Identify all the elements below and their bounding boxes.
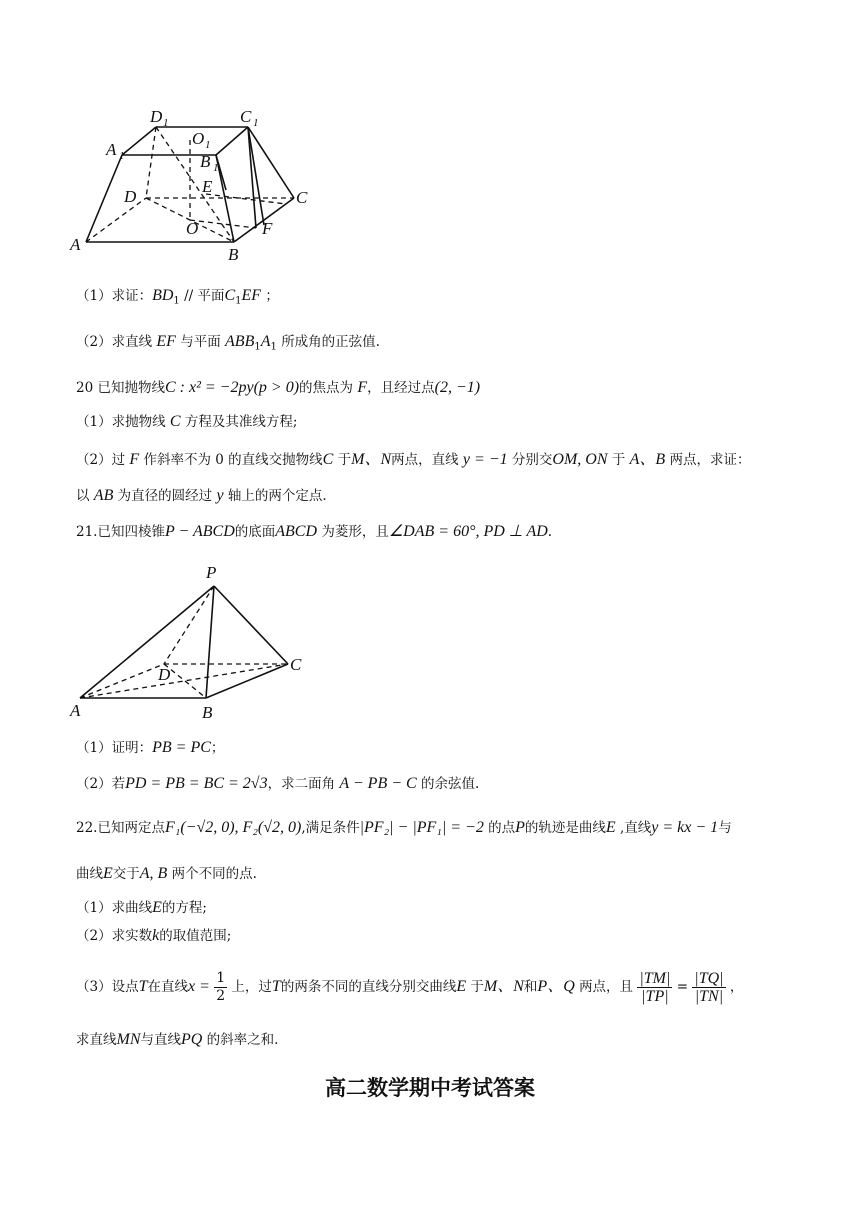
label-C1: C xyxy=(240,107,252,126)
label-C2: C xyxy=(290,655,302,674)
q22-part2: （2）求实数k的取值范围; xyxy=(76,927,232,944)
q21-stem: 21.已知四棱锥P − ABCD的底面ABCD 为菱形，且∠DAB = 60°, PD ⊥ AD. xyxy=(76,523,553,540)
answer-title: 高二数学期中考试答案 xyxy=(325,1076,535,1100)
label-A2: A xyxy=(70,701,81,720)
label-P: P xyxy=(206,563,217,582)
q19-part1: （1）求证：$BD_1$ // 平面$C_1EF$ ； xyxy=(76,287,279,307)
fraction-half: $\frac{1}{2}$ xyxy=(216,970,226,1004)
q20-part2-cont: 以 AB 为直径的圆经过 y 轴上的两个定点. xyxy=(76,487,327,504)
label-B1: B xyxy=(200,152,211,171)
label-D1-sub: 1 xyxy=(163,117,169,129)
label-C: C xyxy=(296,188,308,207)
label-E: E xyxy=(202,177,213,196)
label-A: A xyxy=(70,235,81,254)
label-D: D xyxy=(124,187,137,206)
label-B2: B xyxy=(202,703,213,722)
label-D2: D xyxy=(158,665,171,684)
q20-stem: 20 已知抛物线C : x² = −2py(p > 0)的焦点为 F，且经过点(2, −1) xyxy=(76,379,481,396)
fraction-tq-tn: $\frac{|TQ|}{|TN|}$ xyxy=(694,970,724,1005)
frustum-figure xyxy=(66,100,326,270)
q20-part2: （2）过 F 作斜率不为 0 的直线交抛物线C 于M、N两点，直线 y = −1 分别交OM, ON 于 A、B 两点，求证： xyxy=(76,451,751,468)
label-O1: O xyxy=(192,129,205,148)
label-A1-sub: 1 xyxy=(119,150,125,162)
q22-part3-cont: 求直线MN与直线PQ 的斜率之和. xyxy=(76,1031,279,1048)
pyramid-figure xyxy=(66,560,316,730)
q22-stem: 22.已知两定点F₁(−√2, 0), F₂(√2, 0),满足条件|PF₂| − |PF₁| = −2 的点P的轨迹是曲线E ,直线y = kx − 1与 xyxy=(76,819,732,836)
label-F: F xyxy=(262,219,273,238)
label-D1: D xyxy=(150,107,163,126)
q22-part1: （1）求曲线E的方程; xyxy=(76,899,207,916)
q21-part1: （1）证明：PB = PC； xyxy=(76,739,225,756)
label-O1-sub: 1 xyxy=(205,139,211,151)
label-B1-sub: 1 xyxy=(213,162,219,174)
q20-part1: （1）求抛物线 C 方程及其准线方程; xyxy=(76,413,298,430)
fraction-tm-tp: $\frac{|TM|}{|TP|}$ xyxy=(639,970,671,1005)
label-B: B xyxy=(228,245,239,264)
q19-part2: （2）求直线 EF 与平面 $ABB_1A_1$ 所成角的正弦值. xyxy=(76,333,380,353)
q22-stem-cont: 曲线E交于A, B 两个不同的点. xyxy=(76,865,257,882)
q21-part2: （2）若PD = PB = BC = 2√3，求二面角 A − PB − C 的余弦值. xyxy=(76,775,480,792)
label-C1-sub: 1 xyxy=(253,117,259,129)
label-O: O xyxy=(186,219,199,238)
q22-part3: （3）设点T在直线x = $\frac{1}{2}$ 上，过T的两条不同的直线分别交曲线E 于M、N和P、Q 两点，且 $\frac{|TM|}{|TP|}$ = $\frac{|TQ|}{|TN|}$ ， xyxy=(76,970,744,1005)
label-A1: A xyxy=(106,140,117,159)
